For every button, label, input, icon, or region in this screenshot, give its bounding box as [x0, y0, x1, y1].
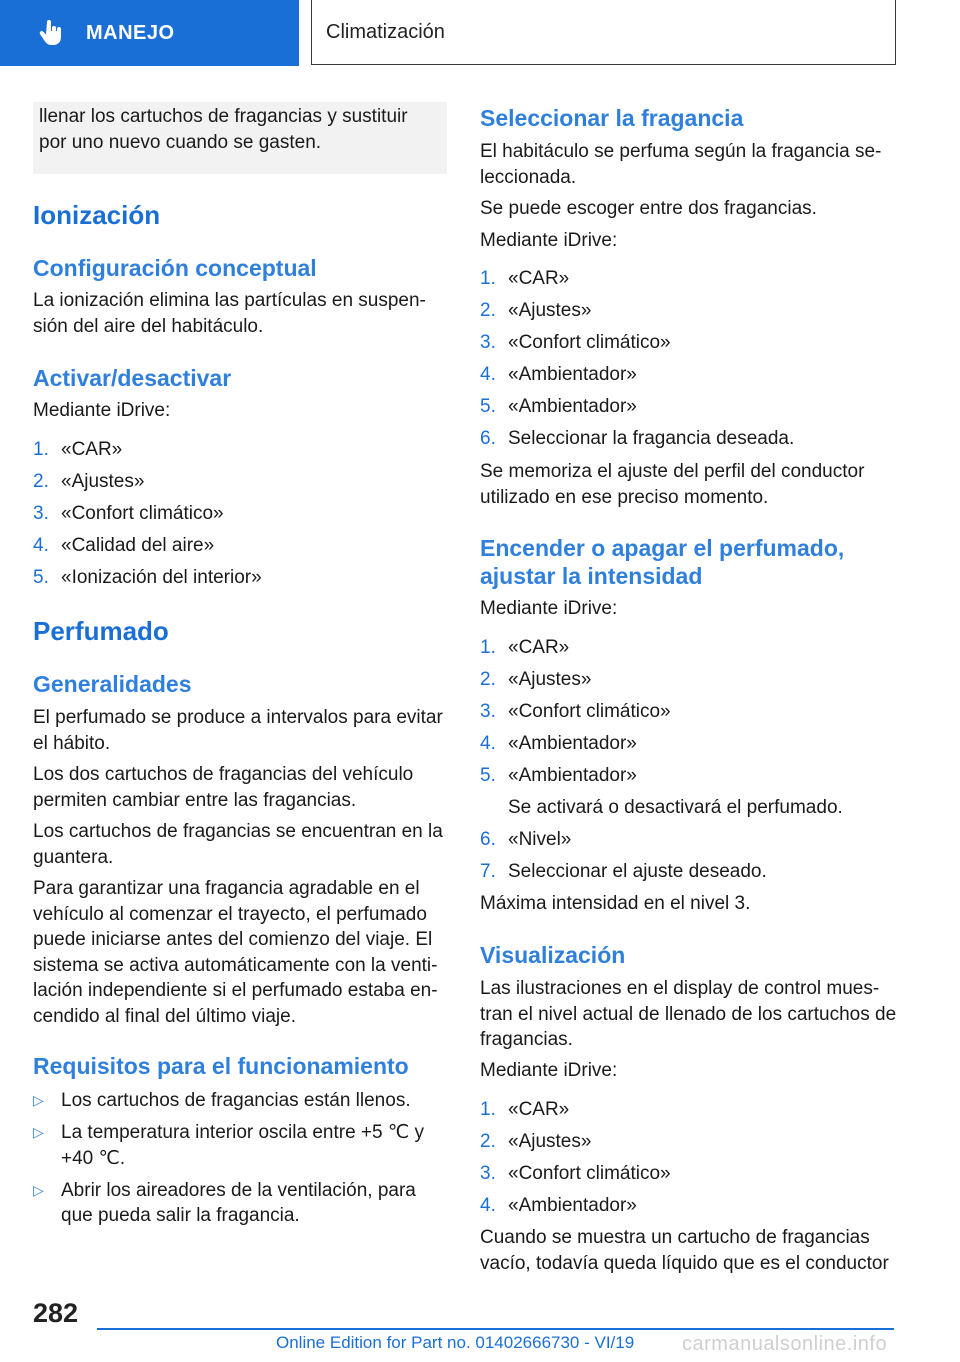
list-item: 6. Seleccionar la fragancia deseada. — [480, 428, 795, 449]
list-item: ▷ La temperatura interior oscila entre +5 ℃ y +40 ℃. — [33, 1122, 424, 1169]
sel-intro: Mediante iDrive: — [480, 230, 618, 251]
list-item: 1. «CAR» — [33, 439, 123, 460]
heading-visualizacion: Visualización — [480, 942, 626, 968]
sel-paragraph-1: El habitáculo se perfuma según la fragancia se‐ leccionada. — [480, 141, 882, 188]
enc-steps — [480, 632, 900, 888]
step-subtext: Se activará o desactivará el perfumado. — [508, 797, 843, 818]
list-item: 7. Seleccionar el ajuste deseado. — [480, 861, 767, 882]
section-tab-manejo — [0, 0, 299, 66]
heading-perfumado: Perfumado — [33, 616, 169, 646]
list-item: 5. «Ambientador» — [480, 396, 637, 417]
sel-after: Se memoriza el ajuste del perfil del conductor utilizado en ese preciso momento. — [480, 461, 865, 508]
gen-paragraph-4: Para garantizar una fragancia agradable en el vehículo al comenzar el trayecto, el perfumado puede iniciarse antes del comienzo del viaje. El sistema se activa automáticamente con la venti‐ lación independiente si el perfumado estaba en‐ cendido al final del último viaje. — [33, 878, 438, 1027]
footer-divider — [97, 1328, 894, 1330]
list-item: 5. «Ionización del interior» — [33, 567, 262, 588]
list-item: ▷ Los cartuchos de fragancias están llenos. — [33, 1088, 449, 1114]
activar-intro: Mediante iDrive: — [33, 400, 171, 421]
sel-steps — [480, 263, 900, 455]
heading-generalidades: Generalidades — [33, 671, 192, 697]
heading-encender: Encender o apagar el perfumado, ajustar la intensidad — [480, 535, 845, 589]
vis-paragraph-1: Las ilustraciones en el display de control mues‐ tran el nivel actual de llenado de los cartuchos de fragancias. — [480, 978, 897, 1050]
note-text: llenar los cartuchos de fragancias y sustituir por uno nuevo cuando se gasten. — [39, 106, 408, 153]
activar-steps — [33, 434, 447, 594]
list-item: 6. «Nivel» — [480, 829, 572, 850]
note-box — [33, 102, 447, 174]
page-number: 282 — [33, 1298, 79, 1328]
chapter-title: Climatización — [326, 20, 445, 43]
gen-paragraph-2: Los dos cartuchos de fragancias del vehículo permiten cambiar entre las fragancias. — [33, 764, 414, 811]
config-text: La ionización elimina las partículas en suspen‐ sión del aire del habitáculo. — [33, 290, 426, 337]
heading-ionizacion: Ionización — [33, 200, 161, 230]
list-item: 2. «Ajustes» — [480, 300, 592, 321]
list-item: 2. «Ajustes» — [33, 471, 145, 492]
requisitos-list — [33, 1088, 449, 1235]
gen-paragraph-1: El perfumado se produce a intervalos para evitar el hábito. — [33, 707, 443, 754]
list-item: 5. «Ambientador» Se activará o desactivará el perfumado. — [480, 760, 900, 824]
chapter-tab — [311, 0, 896, 65]
enc-after: Máxima intensidad en el nivel 3. — [480, 893, 751, 914]
triangle-bullet-icon: ▷ — [33, 1181, 44, 1198]
list-item: 1. «CAR» — [480, 268, 570, 289]
list-item: 4. «Ambientador» — [480, 364, 637, 385]
list-item: 3. «Confort climático» — [480, 1163, 671, 1184]
triangle-bullet-icon: ▷ — [33, 1092, 44, 1108]
section-label: MANEJO — [86, 21, 175, 44]
watermark: carmanualsonline.info — [682, 1333, 888, 1355]
list-item: 4. «Ambientador» — [480, 1195, 637, 1216]
hand-pointer-icon — [36, 18, 66, 48]
sel-paragraph-2: Se puede escoger entre dos fragancias. — [480, 198, 817, 219]
list-item: 3. «Confort climático» — [480, 332, 671, 353]
enc-intro: Mediante iDrive: — [480, 598, 618, 619]
list-item: ▷ Abrir los aireadores de la ventilación, para que pueda salir la fragancia. — [33, 1179, 416, 1226]
list-item: 3. «Confort climático» — [480, 701, 671, 722]
heading-configuracion: Configuración conceptual — [33, 255, 317, 281]
heading-seleccionar: Seleccionar la fragancia — [480, 105, 744, 131]
vis-steps — [480, 1094, 900, 1222]
gen-paragraph-3: Los cartuchos de fragancias se encuentran en la guantera. — [33, 821, 443, 868]
heading-requisitos: Requisitos para el funcionamiento — [33, 1053, 409, 1079]
list-item: 1. «CAR» — [480, 1099, 570, 1120]
vis-intro: Mediante iDrive: — [480, 1060, 618, 1081]
list-item: 4. «Ambientador» — [480, 733, 637, 754]
list-item: 1. «CAR» — [480, 637, 570, 658]
vis-after: Cuando se muestra un cartucho de fragancias vacío, todavía queda líquido que es el conductor — [480, 1227, 889, 1274]
list-item: 3. «Confort climático» — [33, 503, 224, 524]
heading-activar: Activar/desactivar — [33, 365, 232, 391]
footer-edition: Online Edition for Part no. 01402666730 - VI/19 — [276, 1333, 635, 1352]
list-item: 2. «Ajustes» — [480, 669, 592, 690]
triangle-bullet-icon: ▷ — [33, 1124, 44, 1140]
list-item: 2. «Ajustes» — [480, 1131, 592, 1152]
list-item: 4. «Calidad del aire» — [33, 535, 215, 556]
page-header — [0, 0, 960, 66]
